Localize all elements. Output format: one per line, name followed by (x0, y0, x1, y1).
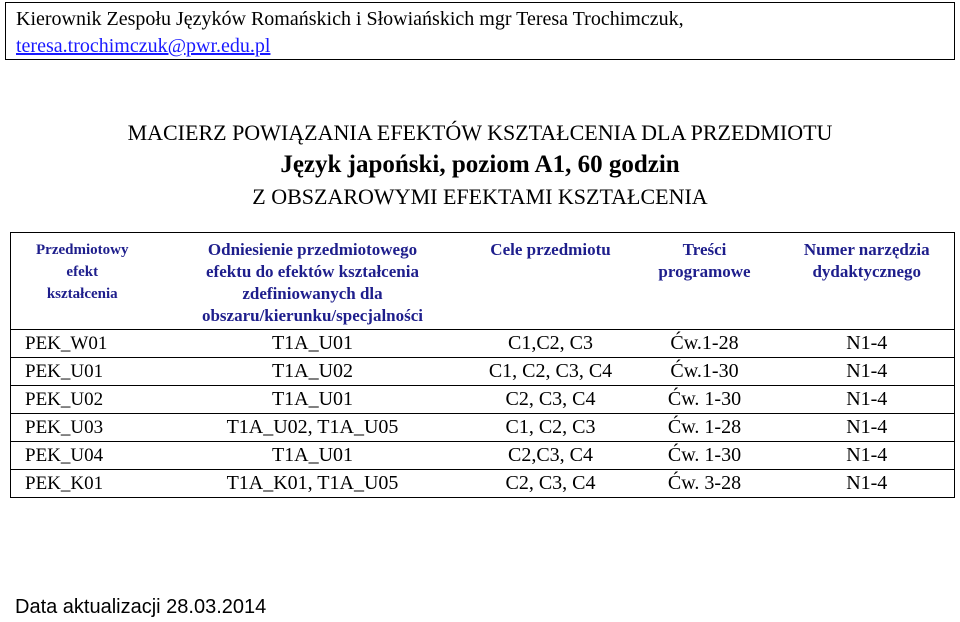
teaching-tool: N1-4 (780, 442, 955, 470)
teaching-tool: N1-4 (780, 386, 955, 414)
course-goals: C1, C2, C3, C4 (472, 358, 630, 386)
effects-matrix-table (10, 232, 955, 498)
table-row (11, 414, 955, 442)
document-title-block (0, 118, 960, 212)
effect-code: PEK_U04 (11, 442, 154, 470)
course-name: Język japoński, poziom A1, 60 godzin (280, 151, 680, 178)
effect-code: PEK_U02 (11, 386, 154, 414)
area-effect: T1A_U02 (154, 358, 472, 386)
header-course-goals: Cele przedmiotu (490, 240, 611, 259)
header-reference: Odniesienie przedmiotowego efektu do efektów kształcenia zdefiniowanych dla obszaru/kierunku/specjalności (201, 240, 424, 325)
teaching-tool: N1-4 (780, 414, 955, 442)
program-content: Ćw.1-28 (630, 330, 780, 358)
area-effect: T1A_U01 (154, 330, 472, 358)
program-content: Ćw. 1-28 (630, 414, 780, 442)
teaching-tool: N1-4 (780, 470, 955, 498)
program-content: Ćw. 3-28 (630, 470, 780, 498)
course-goals: C2,C3, C4 (472, 442, 630, 470)
teaching-tool: N1-4 (780, 358, 955, 386)
course-goals: C2, C3, C4 (472, 470, 630, 498)
effect-code: PEK_K01 (11, 470, 154, 498)
header-email-link[interactable]: teresa.trochimczuk@pwr.edu.pl (16, 35, 271, 57)
update-date: Data aktualizacji 28.03.2014 (15, 596, 267, 618)
table-row (11, 442, 955, 470)
effect-code: PEK_U03 (11, 414, 154, 442)
area-effect: T1A_K01, T1A_U05 (154, 470, 472, 498)
program-content: Ćw.1-30 (630, 358, 780, 386)
header-program-content: Treści programowe (658, 240, 751, 281)
table-row (11, 470, 955, 498)
area-effect: T1A_U02, T1A_U05 (154, 414, 472, 442)
table-row (11, 330, 955, 358)
table-row (11, 358, 955, 386)
course-goals: C1, C2, C3 (472, 414, 630, 442)
header-box (5, 2, 955, 60)
matrix-title: MACIERZ POWIĄZANIA EFEKTÓW KSZTAŁCENIA DLA PRZEDMIOTU (127, 120, 833, 145)
teaching-tool: N1-4 (780, 330, 955, 358)
table-header-row (11, 233, 955, 330)
course-goals: C2, C3, C4 (472, 386, 630, 414)
program-content: Ćw. 1-30 (630, 386, 780, 414)
header-teaching-tool: Numer narzędzia dydaktycznego (803, 240, 930, 281)
table-row (11, 386, 955, 414)
header-subject-effect: Przedmiotowy efekt kształcenia (36, 242, 129, 302)
matrix-subtitle: Z OBSZAROWYMI EFEKTAMI KSZTAŁCENIA (252, 184, 708, 209)
header-author-line: Kierownik Zespołu Języków Romańskich i Słowiańskich mgr Teresa Trochimczuk, (16, 8, 684, 30)
course-goals: C1,C2, C3 (472, 330, 630, 358)
effect-code: PEK_U01 (11, 358, 154, 386)
effect-code: PEK_W01 (11, 330, 154, 358)
area-effect: T1A_U01 (154, 442, 472, 470)
program-content: Ćw. 1-30 (630, 442, 780, 470)
area-effect: T1A_U01 (154, 386, 472, 414)
